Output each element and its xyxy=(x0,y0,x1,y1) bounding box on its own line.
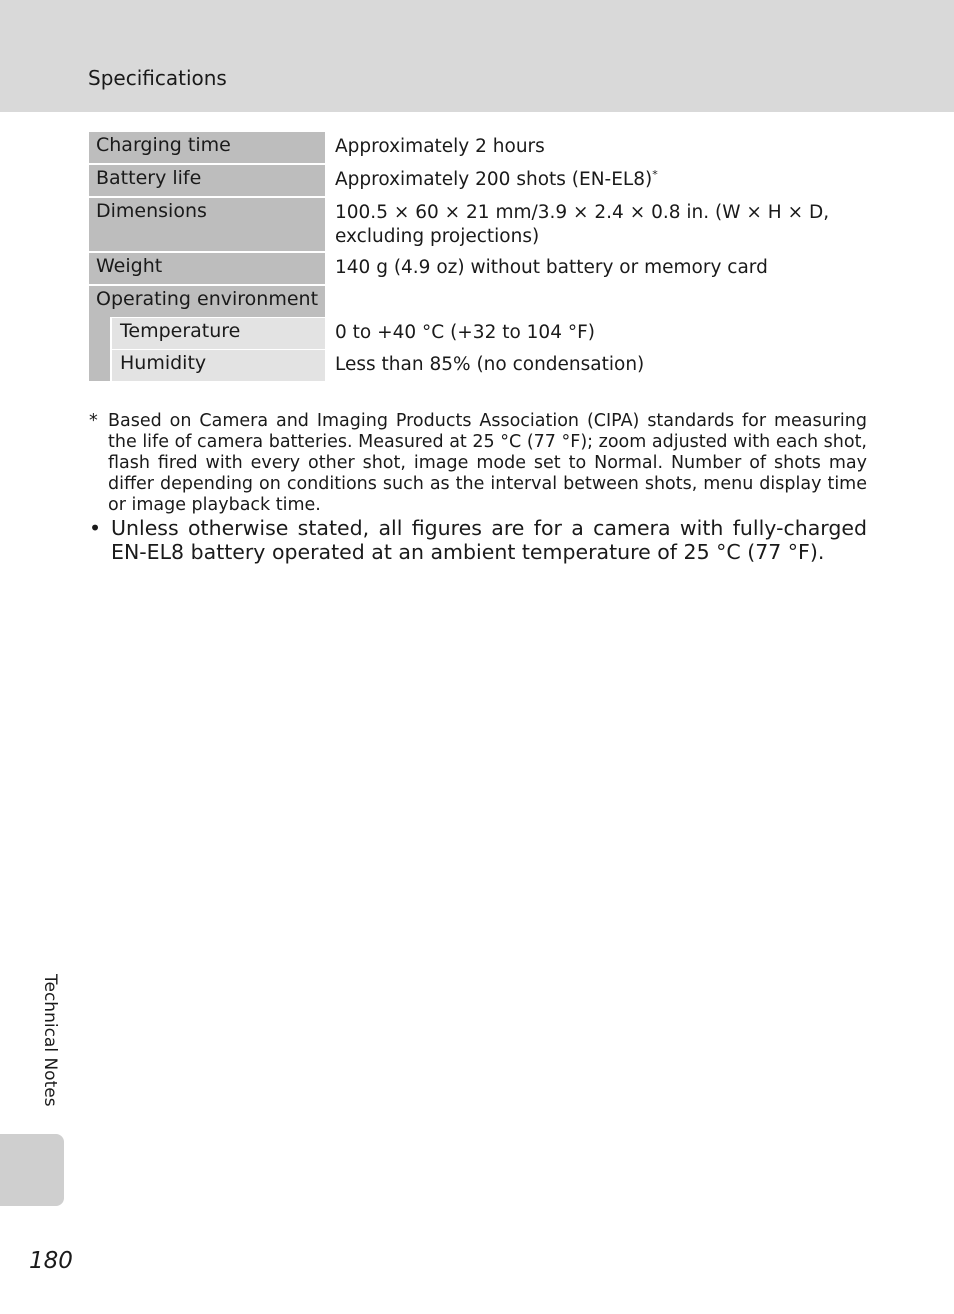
sidebar-tab xyxy=(0,1134,64,1206)
spec-label: Weight xyxy=(89,253,325,284)
footnote-ref: * xyxy=(652,167,658,181)
spec-label: Dimensions xyxy=(89,198,325,251)
spec-value: 140 g (4.9 oz) without battery or memory card xyxy=(335,257,768,278)
spec-label: Battery life xyxy=(89,165,325,196)
spec-label: Operating environment xyxy=(89,286,325,317)
spec-value xyxy=(335,165,875,192)
spec-label: Humidity xyxy=(112,350,325,381)
spec-row-weight xyxy=(89,253,879,284)
spec-row-charging-time xyxy=(89,132,879,163)
spec-value-text: Approximately 200 shots (EN-EL8) xyxy=(335,169,653,190)
spec-label: Temperature xyxy=(112,318,325,349)
spec-value-line: excluding projections) xyxy=(335,226,540,247)
spec-value: 0 to +40 °C (+32 to 104 °F) xyxy=(335,322,595,343)
spec-value: Less than 85% (no condensation) xyxy=(335,354,645,375)
spec-label: Charging time xyxy=(89,132,325,163)
spec-row-battery-life xyxy=(89,165,879,196)
bullet-text: Unless otherwise stated, all figures are for a camera with fully-charged EN-EL8 battery operated at an ambient temperature of 25 °C (77 °F). xyxy=(111,516,867,564)
section-title: Specifications xyxy=(88,66,227,90)
sidebar-section-label: Technical Notes xyxy=(40,974,60,1107)
spec-value: Approximately 2 hours xyxy=(335,136,545,157)
footnote-mark: * xyxy=(89,411,98,431)
footnote xyxy=(89,411,867,516)
spec-row-operating-environment xyxy=(89,286,879,317)
header-band xyxy=(0,0,954,112)
bullet-icon: • xyxy=(89,516,102,540)
spec-row-temperature xyxy=(89,318,879,349)
spec-value xyxy=(335,198,875,249)
spec-row-dimensions xyxy=(89,198,879,251)
footnote-text: Based on Camera and Imaging Products Association (CIPA) standards for measuring the life of camera batteries. Measured at 25 °C (77 °F); zoom adjusted with each shot, flash fired with every other shot, image mode set to Normal. Number of shots may differ depending on conditions such as the interval between shots, menu display time or image playback time. xyxy=(108,411,867,515)
spec-value-line: 100.5 × 60 × 21 mm/3.9 × 2.4 × 0.8 in. (W × H × D, xyxy=(335,202,830,223)
page-number: 180 xyxy=(29,1248,73,1274)
spec-row-humidity xyxy=(89,350,879,381)
bullet-note xyxy=(89,516,867,564)
